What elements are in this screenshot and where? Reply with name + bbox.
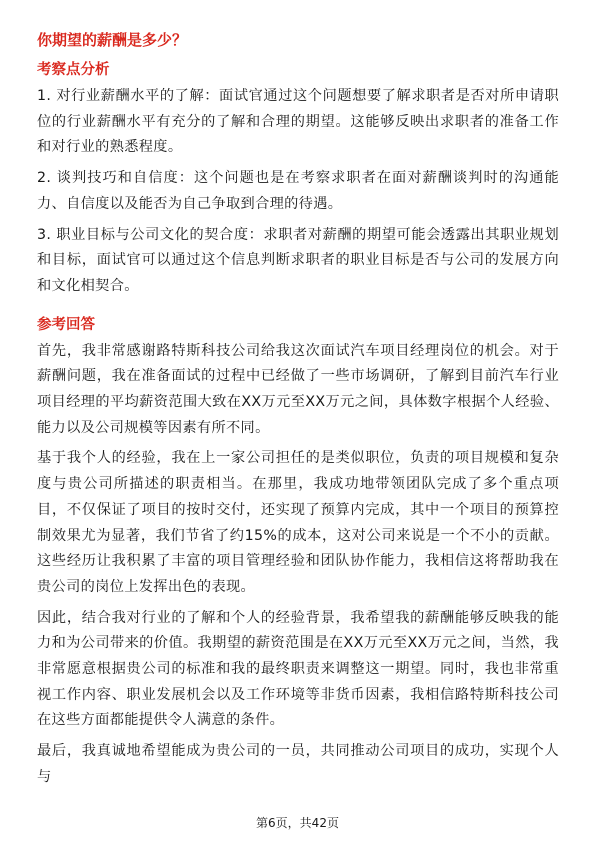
page-footer: 第6页，共42页 xyxy=(256,816,339,830)
analysis-heading: 考察点分析 xyxy=(37,62,110,78)
analysis-point-2: 2. 谈判技巧和自信度：这个问题也是在考察求职者在面对薪酬谈判时的沟通能力、自信度以及能否为自己争取到合理的待遇。 xyxy=(37,170,559,212)
analysis-point-1: 1. 对行业薪酬水平的了解：面试官通过这个问题想要了解求职者是否对所申请职位的行业薪酬水平有充分的了解和合理的期望。这能够反映出求职者的准备工作和对行业的熟悉程度。 xyxy=(37,88,559,156)
analysis-point-3: 3. 职业目标与公司文化的契合度：求职者对薪酬的期望可能会透露出其职业规划和目标，面试官可以通过这个信息判断求职者的职业目标是否与公司的发展方向和文化相契合。 xyxy=(37,226,559,294)
document-page xyxy=(37,28,559,796)
answer-heading: 参考回答 xyxy=(37,316,95,333)
answer-paragraph-1: 首先，我非常感谢路特斯科技公司给我这次面试汽车项目经理岗位的机会。对于薪酬问题，我在准备面试的过程中已经做了一些市场调研，了解到目前汽车行业项目经理的平均薪资范围大致在XX万元至XX万元之间，具体数字根据个人经验、能力以及公司规模等因素有所不同。 xyxy=(37,342,559,436)
answer-paragraph-2: 基于我个人的经验，我在上一家公司担任的是类似职位，负责的项目规模和复杂度与贵公司所描述的职责相当。在那里，我成功地带领团队完成了多个重点项目，不仅保证了项目的按时交付，还实现了预算内完成，其中一个项目的预算控制效果尤为显著，我们节省了约15%的成本，这对公司来说是一个不小的贡献。这些经历让我积累了丰富的项目管理经验和团队协作能力，我相信这将帮助我在贵公司的岗位上发挥出色的表现。 xyxy=(37,450,559,595)
answer-paragraph-4: 最后，我真诚地希望能成为贵公司的一员，共同推动公司项目的成功，实现个人与 xyxy=(37,743,559,785)
question-title: 你期望的薪酬是多少？ xyxy=(37,31,188,49)
answer-paragraph-3: 因此，结合我对行业的了解和个人的经验背景，我希望我的薪酬能够反映我的能力和为公司带来的价值。我期望的薪资范围是在XX万元至XX万元之间，当然，我非常愿意根据贵公司的标准和我的最终职责来调整这一期望。同时，我也非常重视工作内容、职业发展机会以及工作环境等非货币因素，我相信路特斯科技公司在这些方面都能提供令人满意的条件。 xyxy=(37,609,559,729)
